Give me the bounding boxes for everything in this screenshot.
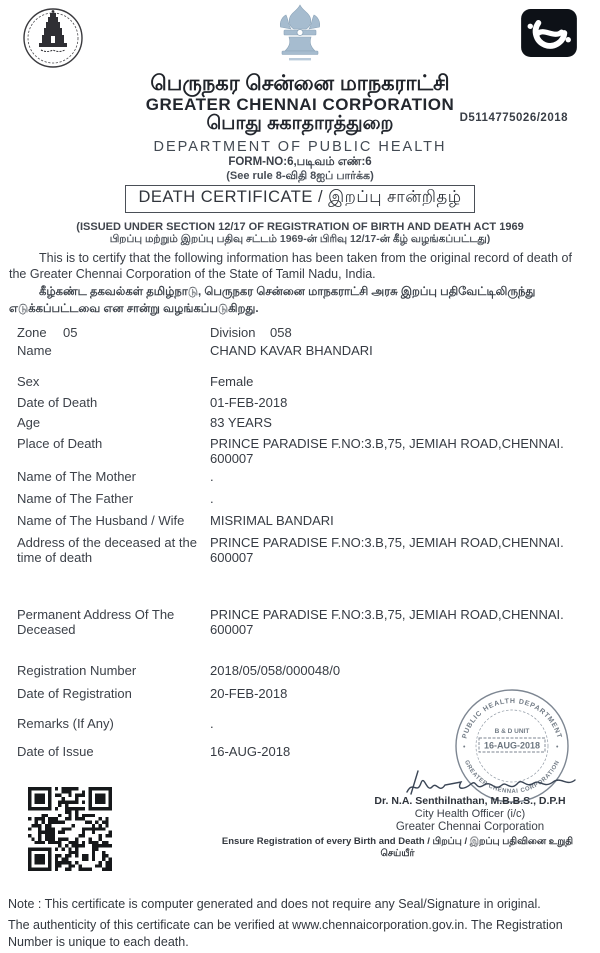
division-label: Division bbox=[210, 325, 256, 340]
field-value: MISRIMAL BANDARI bbox=[210, 513, 334, 528]
stamp-unit-text: B & D UNIT bbox=[494, 728, 530, 735]
field-label: Date of Issue bbox=[17, 744, 94, 759]
division-value: 058 bbox=[270, 325, 292, 340]
field-value: PRINCE PARADISE F.NO:3.B,75, JEMIAH ROAD,CHENNAI. 600007 bbox=[210, 535, 575, 565]
intro-paragraph-tamil: கீழ்கண்ட தகவல்கள் தமிழ்நாடு, பெருநகர சென்னை மாநகராட்சி அரசு இறப்பு பதிவேட்டிலிருந்து எடுக்கப்பட்டவை என சான்று வழங்கப்படுகிறது. bbox=[9, 286, 536, 315]
zone-value: 05 bbox=[63, 325, 78, 340]
field-label: Place of Death bbox=[17, 436, 103, 451]
zone-division-row bbox=[17, 325, 292, 340]
field-value: . bbox=[210, 716, 214, 731]
stamp-arc-top-text: PUBLIC HEALTH DEPARTMENT bbox=[461, 697, 563, 740]
stamp-arc-bottom-text: GREATER CHENNAI CORPORATION bbox=[462, 759, 562, 796]
field-row-father bbox=[17, 491, 587, 506]
issued-under-english: (ISSUED UNDER SECTION 12/17 OF REGISTRATION OF BIRTH AND DEATH ACT 1969 bbox=[76, 221, 524, 233]
field-value: 2018/05/058/000048/0 bbox=[210, 663, 341, 678]
field-value: 16-AUG-2018 bbox=[210, 744, 291, 759]
field-label: Date of Death bbox=[17, 395, 98, 410]
chennai-corporation-seal-icon bbox=[14, 5, 92, 75]
field-row-registration-number bbox=[17, 663, 587, 678]
title-tamil: பெருநகர சென்னை மாநகராட்சி bbox=[150, 72, 450, 95]
field-value: 83 YEARS bbox=[210, 415, 272, 430]
officer-name: Dr. N.A. Senthilnathan, M.B.B.S., D.P.H bbox=[374, 795, 566, 807]
issued-under-tamil: பிறப்பு மற்றும் இறப்பு பதிவு சட்டம் 1969-ன் பிரிவு 12/17-ன் கீழ் வழங்கப்பட்டது) bbox=[109, 233, 491, 245]
form-number: FORM-NO:6,படிவம் எண்:6 bbox=[228, 156, 372, 168]
field-label: Name bbox=[17, 343, 52, 358]
field-label: Registration Number bbox=[17, 663, 137, 678]
department-tamil: பொது சுகாதாரத்துறை bbox=[206, 113, 394, 134]
swirl-logo-icon bbox=[520, 8, 578, 58]
field-value: PRINCE PARADISE F.NO:3.B,75, JEMIAH ROAD,CHENNAI. 600007 bbox=[210, 607, 575, 637]
field-row-age bbox=[17, 415, 587, 430]
field-row-name bbox=[17, 343, 587, 358]
field-label: Sex bbox=[17, 374, 40, 389]
field-value: . bbox=[210, 469, 214, 484]
field-row-permanent-address bbox=[17, 607, 587, 637]
field-value: Female bbox=[210, 374, 254, 389]
intro-paragraph-english: This is to certify that the following information has been taken from the original record of death of the Greater Chennai Corporation of the State of Tamil Nadu, India. bbox=[9, 251, 572, 281]
department-english: DEPARTMENT OF PUBLIC HEALTH bbox=[153, 139, 447, 155]
field-label: Date of Registration bbox=[17, 686, 132, 701]
field-label: Address of the deceased at the time of death bbox=[17, 535, 197, 565]
signature-block bbox=[355, 795, 585, 833]
svg-text:•: • bbox=[463, 744, 466, 751]
field-label: Name of The Husband / Wife bbox=[17, 513, 185, 528]
field-label: Name of The Father bbox=[17, 491, 134, 506]
see-rule-line: (See rule 8-விதி 8ஐப் பார்க்க) bbox=[226, 170, 374, 182]
field-value: . bbox=[210, 491, 214, 506]
officer-designation: City Health Officer (i/c) bbox=[414, 808, 526, 820]
field-row-sex bbox=[17, 374, 587, 389]
field-value: 01-FEB-2018 bbox=[210, 395, 288, 410]
zone-label: Zone bbox=[17, 325, 47, 340]
certificate-reference-number: D5114775026/2018 bbox=[459, 112, 568, 124]
certificate-title: DEATH CERTIFICATE / இறப்பு சான்றிதழ் bbox=[125, 185, 474, 213]
stamp-date-text: 16-AUG-2018 bbox=[483, 740, 541, 751]
officer-signature bbox=[405, 768, 577, 798]
note-line-2: The authenticity of this certificate can be verified at www.chennaicorporation.gov.in. The Registration Number is unique to each death. bbox=[8, 918, 563, 949]
field-value: CHAND KAVAR BHANDARI bbox=[210, 343, 373, 358]
certificate-title-wrap bbox=[0, 185, 600, 213]
registration-slogan: Ensure Registration of every Birth and Death / பிறப்பு / இறப்பு பதிவினை உறுதி செய்யீர் bbox=[221, 836, 574, 859]
field-label: Name of The Mother bbox=[17, 469, 136, 484]
field-label: Permanent Address Of The Deceased bbox=[17, 607, 175, 637]
field-value: 20-FEB-2018 bbox=[210, 686, 288, 701]
note-line-1: Note : This certificate is computer generated and does not require any Seal/Signature in original. bbox=[8, 897, 541, 911]
field-row-husband-wife bbox=[17, 513, 587, 528]
field-row-place-of-death bbox=[17, 436, 587, 466]
qr-code bbox=[28, 787, 112, 871]
field-label: Age bbox=[17, 415, 41, 430]
field-value: PRINCE PARADISE F.NO:3.B,75, JEMIAH ROAD,CHENNAI. 600007 bbox=[210, 436, 575, 466]
svg-text:•: • bbox=[556, 744, 559, 751]
officer-organisation: Greater Chennai Corporation bbox=[395, 821, 545, 833]
title-english: GREATER CHENNAI CORPORATION bbox=[145, 95, 455, 114]
field-row-date-of-death bbox=[17, 395, 587, 410]
field-label: Remarks (If Any) bbox=[17, 716, 114, 731]
india-national-emblem-icon bbox=[265, 3, 335, 69]
field-row-address-at-death bbox=[17, 535, 587, 565]
field-row-mother bbox=[17, 469, 587, 484]
